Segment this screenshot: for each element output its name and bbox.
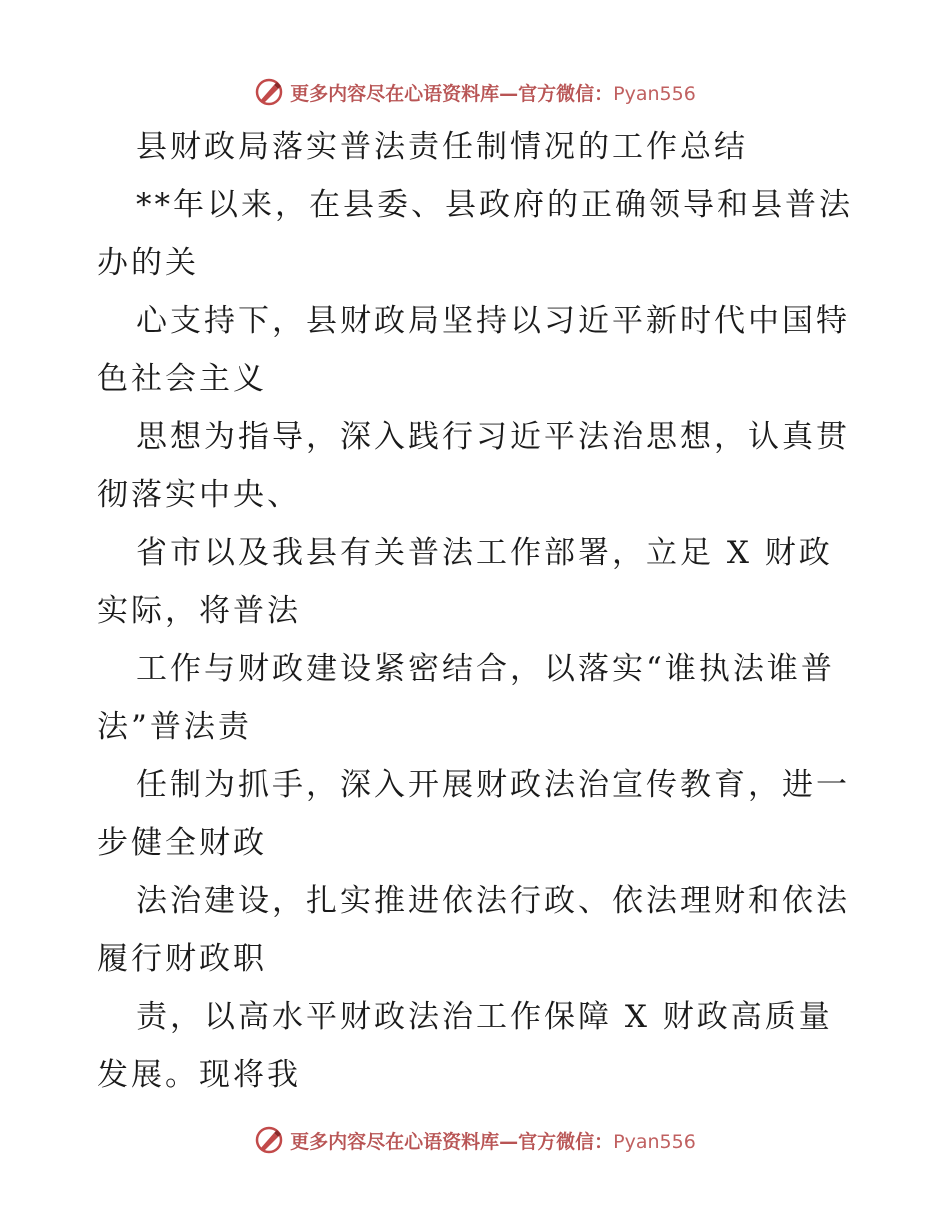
paragraph-line: 思想为指导，深入践行习近平法治思想，认真贯 <box>136 419 850 455</box>
paragraph-line: 发展。现将我 <box>97 1057 301 1093</box>
paragraph-line: 彻落实中央、 <box>97 477 301 513</box>
paragraph-line: 步健全财政 <box>97 825 267 861</box>
paragraph-line: 办的关 <box>97 245 199 281</box>
watermark-label: 更多内容尽在心语资料库—官方微信： <box>290 1130 614 1153</box>
paragraph-line: 省市以及我县有关普法工作部署，立足 X 财政 <box>136 535 833 571</box>
watermark-header <box>0 72 950 112</box>
paragraph-line: 工作与财政建设紧密结合，以落实“谁执法谁普 <box>136 651 835 687</box>
paragraph-line: 法”普法责 <box>97 709 252 745</box>
paragraph-line: 色社会主义 <box>97 361 267 397</box>
paragraph-line: **年以来，在县委、县政府的正确领导和县普法 <box>136 187 853 223</box>
watermark-wechat-id: Pyan556 <box>613 82 696 105</box>
watermark-text <box>290 79 696 106</box>
document-title: 县财政局落实普法责任制情况的工作总结 <box>136 129 748 165</box>
watermark-footer <box>0 1120 950 1160</box>
watermark-wechat-id: Pyan556 <box>613 1130 696 1153</box>
paragraph-line: 法治建设，扎实推进依法行政、依法理财和依法 <box>136 883 850 919</box>
pen-logo-icon <box>254 1125 284 1155</box>
watermark-text <box>290 1127 696 1154</box>
paragraph-line: 任制为抓手，深入开展财政法治宣传教育，进一 <box>136 767 850 803</box>
paragraph-line: 心支持下，县财政局坚持以习近平新时代中国特 <box>136 303 850 339</box>
watermark-label: 更多内容尽在心语资料库—官方微信： <box>290 82 614 105</box>
paragraph-line: 履行财政职 <box>97 941 267 977</box>
paragraph-line: 实际，将普法 <box>97 593 301 629</box>
paragraph-line: 责，以高水平财政法治工作保障 X 财政高质量 <box>136 999 833 1035</box>
pen-logo-icon <box>254 77 284 107</box>
